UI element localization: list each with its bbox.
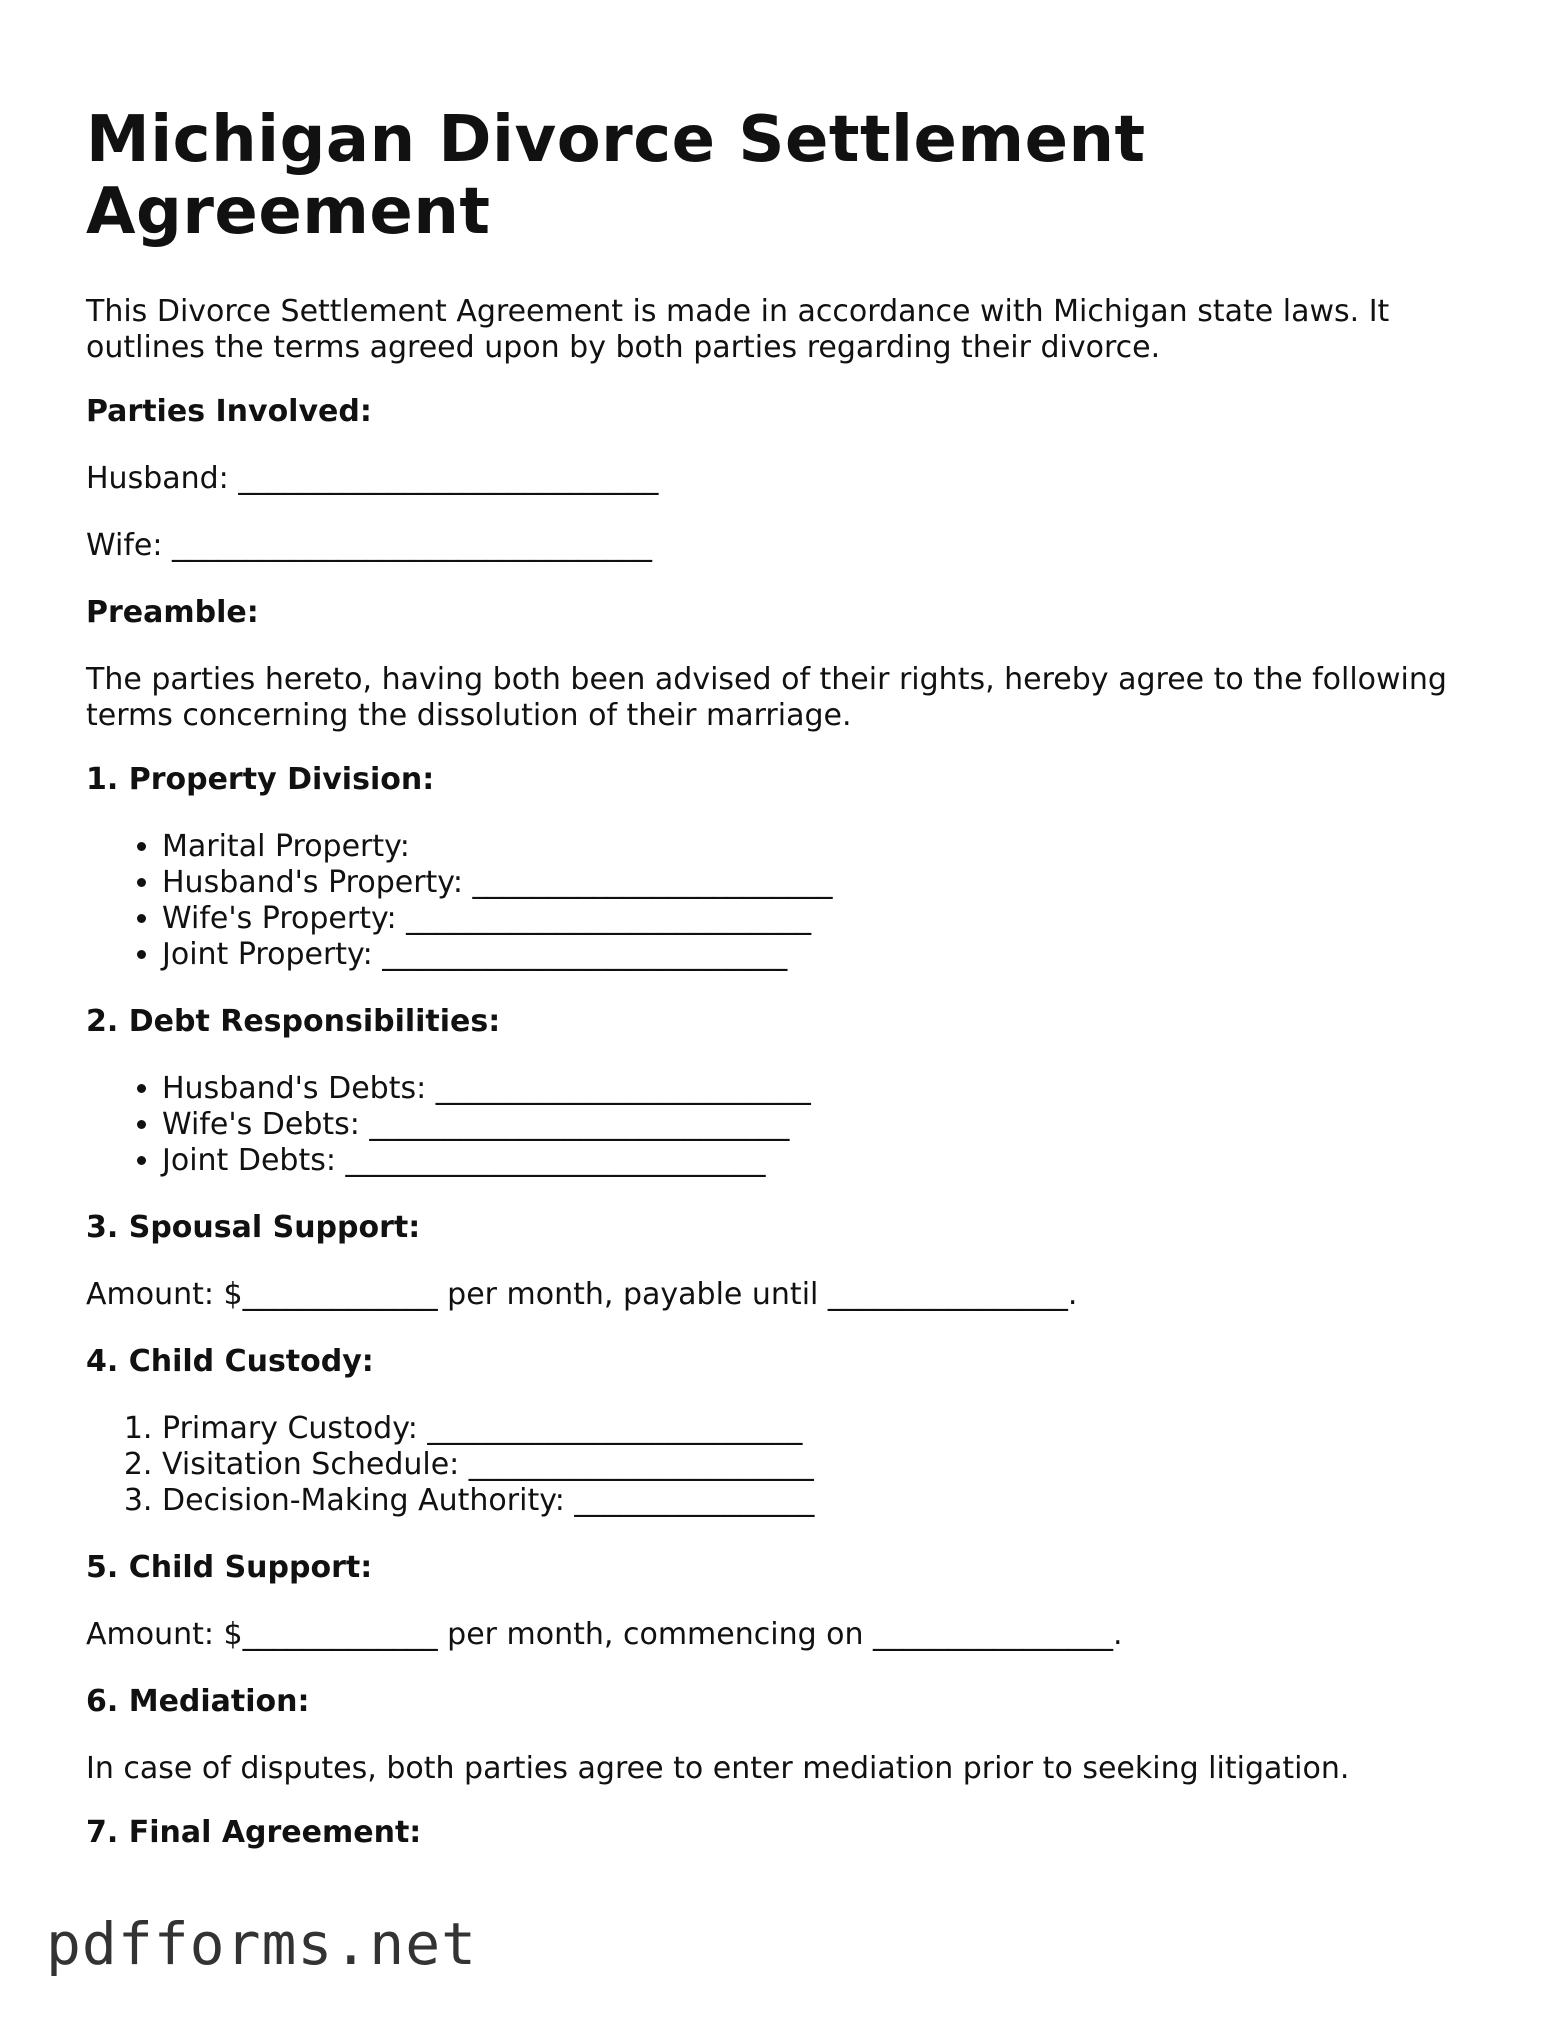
spousal-support-heading: 3. Spousal Support: [86, 1210, 421, 1245]
watermark: pdfforms.net [46, 1910, 478, 1978]
list-item: • Joint Debts: ____________________________ [162, 1143, 1486, 1179]
debt-responsibilities-heading: 2. Debt Responsibilities: [86, 1004, 501, 1039]
list-item: 3. Decision-Making Authority: ________________ [162, 1483, 1486, 1519]
mediation-heading: 6. Mediation: [86, 1684, 310, 1719]
child-support-heading: 5. Child Support: [86, 1550, 373, 1585]
spousal-support-amount: Amount: $_____________ per month, payable until ________________. [86, 1277, 1078, 1312]
list-item: • Joint Property: ___________________________ [162, 937, 1486, 973]
intro-paragraph: This Divorce Settlement Agreement is made in accordance with Michigan state laws. It outlines the terms agreed upon by both parties regarding their divorce. [86, 294, 1390, 365]
wife-field: Wife: ________________________________ [86, 528, 653, 563]
preamble-text: The parties hereto, having both been advised of their rights, hereby agree to the following terms concerning the dissolution of their marriage. [86, 662, 1447, 733]
list-item: • Wife's Property: ___________________________ [162, 901, 1486, 937]
property-list [86, 829, 1486, 973]
list-item: • Wife's Debts: ____________________________ [162, 1107, 1486, 1143]
preamble-heading: Preamble: [86, 595, 259, 630]
document-title: Michigan Divorce Settlement Agreement [86, 103, 1146, 249]
document-page [86, 104, 1486, 1882]
property-division-heading: 1. Property Division: [86, 762, 435, 797]
parties-heading: Parties Involved: [86, 394, 372, 429]
child-custody-heading: 4. Child Custody: [86, 1344, 374, 1379]
debts-list [86, 1071, 1486, 1179]
mediation-text: In case of disputes, both parties agree to enter mediation prior to seeking litigation. [86, 1751, 1350, 1786]
list-item: 1. Primary Custody: _________________________ [162, 1411, 1486, 1447]
child-support-amount: Amount: $_____________ per month, commencing on ________________. [86, 1617, 1123, 1652]
final-agreement-heading: 7. Final Agreement: [86, 1815, 422, 1850]
list-item: • Marital Property: [162, 829, 1486, 865]
list-item: 2. Visitation Schedule: _______________________ [162, 1447, 1486, 1483]
list-item: • Husband's Debts: _________________________ [162, 1071, 1486, 1107]
custody-list [86, 1411, 1486, 1519]
list-item: • Husband's Property: ________________________ [162, 865, 1486, 901]
husband-field: Husband: ____________________________ [86, 461, 659, 496]
